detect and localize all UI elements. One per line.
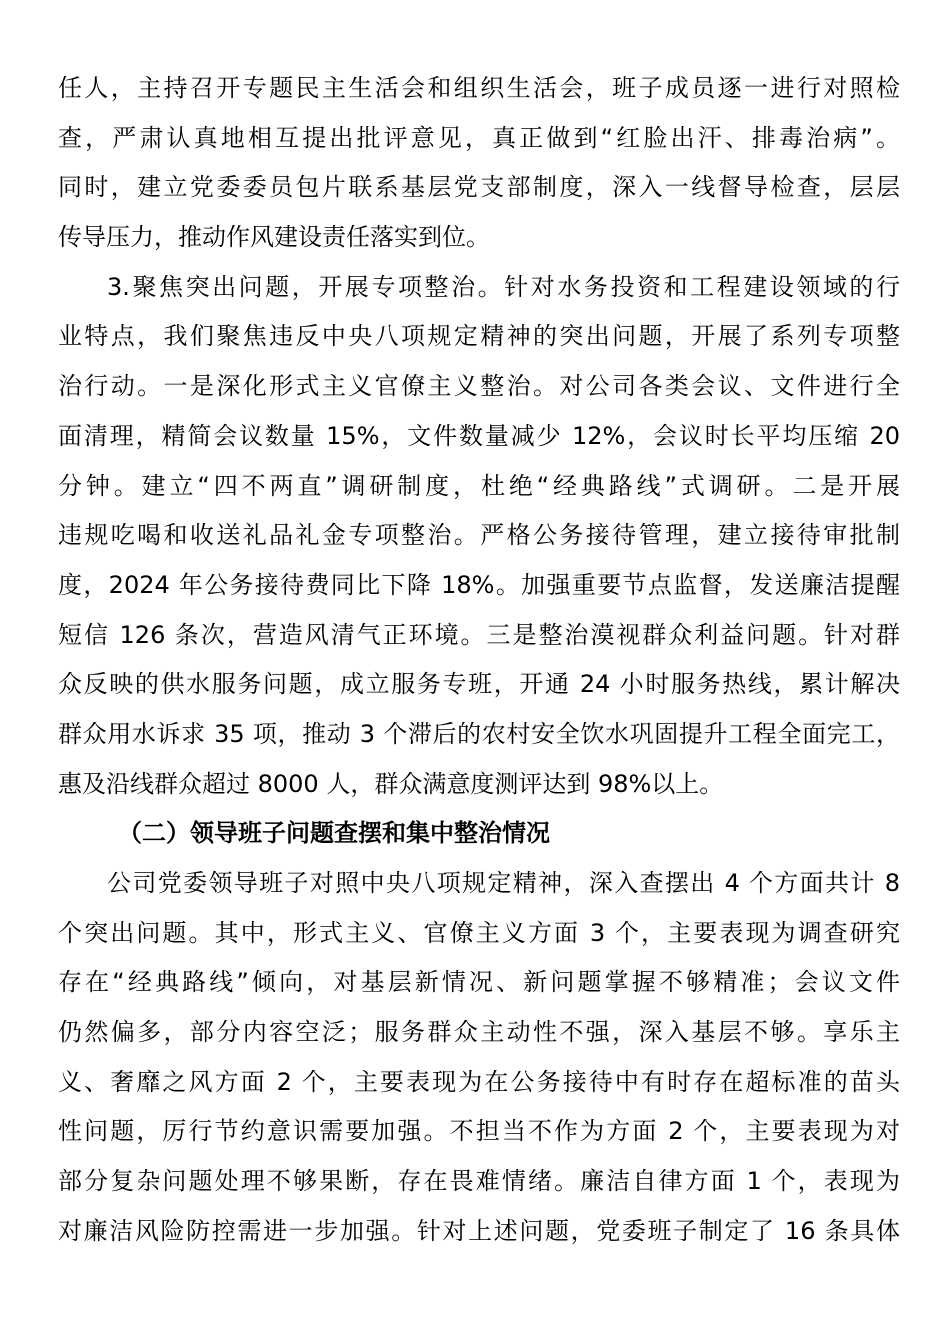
paragraph-line: 分钟。建立“四不两直”调研制度，杜绝“经典路线”式调研。二是开展 bbox=[58, 471, 900, 500]
paragraph-line: 存在“经典路线”倾向，对基层新情况、新问题掌握不够精准；会议文件 bbox=[58, 968, 900, 997]
paragraph-line: 个突出问题。其中，形式主义、官僚主义方面 3 个，主要表现为调查研究 bbox=[58, 918, 900, 947]
section-heading: （二）领导班子问题查摆和集中整治情况 bbox=[118, 819, 550, 848]
paragraph-line: 3.聚焦突出问题，开展专项整治。针对水务投资和工程建设领域的行 bbox=[107, 272, 900, 301]
paragraph-line: 传导压力，推动作风建设责任落实到位。 bbox=[58, 223, 490, 252]
paragraph-line: 公司党委领导班子对照中央八项规定精神，深入查摆出 4 个方面共计 8 bbox=[107, 869, 900, 897]
document-page bbox=[58, 64, 900, 1257]
paragraph-line: 性问题，厉行节约意识需要加强。不担当不作为方面 2 个，主要表现为对 bbox=[58, 1117, 900, 1146]
paragraph-line: 惠及沿线群众超过 8000 人，群众满意度测评达到 98%以上。 bbox=[58, 769, 724, 798]
paragraph-line: 面清理，精简会议数量 15%，文件数量减少 12%，会议时长平均压缩 20 bbox=[58, 421, 900, 450]
paragraph-line: 部分复杂问题处理不够果断，存在畏难情绪。廉洁自律方面 1 个，表现为 bbox=[58, 1167, 900, 1196]
paragraph-line: 群众用水诉求 35 项，推动 3 个滞后的农村安全饮水巩固提升工程全面完工， bbox=[58, 719, 900, 748]
paragraph-line: 查，严肃认真地相互提出批评意见，真正做到“红脸出汗、排毒治病”。 bbox=[58, 123, 900, 152]
paragraph-line: 业特点，我们聚焦违反中央八项规定精神的突出问题，开展了系列专项整 bbox=[58, 322, 900, 351]
paragraph-line: 同时，建立党委委员包片联系基层党支部制度，深入一线督导检查，层层 bbox=[58, 173, 900, 202]
paragraph-line: 治行动。一是深化形式主义官僚主义整治。对公司各类会议、文件进行全 bbox=[58, 372, 900, 401]
paragraph-line: 违规吃喝和收送礼品礼金专项整治。严格公务接待管理，建立接待审批制 bbox=[58, 521, 900, 550]
paragraph-line: 度，2024 年公务接待费同比下降 18%。加强重要节点监督，发送廉洁提醒 bbox=[58, 570, 900, 599]
paragraph-line: 义、奢靡之风方面 2 个，主要表现为在公务接待中有时存在超标准的苗头 bbox=[58, 1067, 900, 1096]
paragraph-line: 仍然偏多，部分内容空泛；服务群众主动性不强，深入基层不够。享乐主 bbox=[58, 1018, 900, 1047]
paragraph-line: 短信 126 条次，营造风清气正环境。三是整治漠视群众利益问题。针对群 bbox=[58, 620, 900, 649]
paragraph-line: 对廉洁风险防控需进一步加强。针对上述问题，党委班子制定了 16 条具体 bbox=[58, 1216, 900, 1245]
paragraph-line: 众反映的供水服务问题，成立服务专班，开通 24 小时服务热线，累计解决 bbox=[58, 670, 900, 699]
paragraph-line: 任人，主持召开专题民主生活会和组织生活会，班子成员逐一进行对照检 bbox=[58, 74, 900, 102]
